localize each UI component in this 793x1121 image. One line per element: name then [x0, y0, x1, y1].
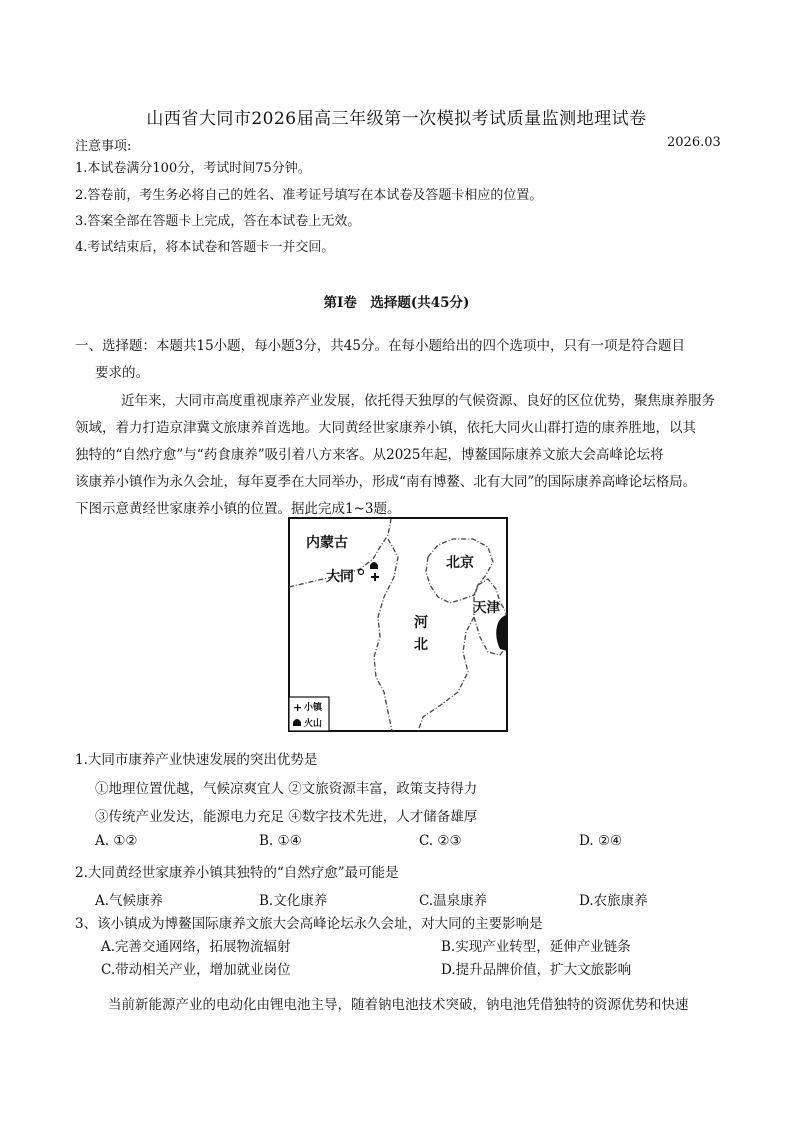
option-b[interactable]: B.文化康养 — [259, 893, 328, 909]
legend-town-label: 小镇 — [304, 703, 323, 713]
legend-town-icon: + — [293, 701, 303, 714]
passage-line: 该康养小镇作为永久会址，每年夏季在大同举办，形成“南有博鳌、北有大同”的国际康养高峰论坛格局。 — [75, 474, 697, 490]
option-c[interactable]: C. ②③ — [419, 833, 462, 849]
question-statement: ①地理位置优越，气候凉爽宜人 ②文旅资源丰富，政策支持得力 — [95, 781, 478, 797]
passage-line: 近年来，大同市高度重视康养产业发展，依托得天独厚的气候资源、良好的区位优势，聚焦康养服务 — [121, 393, 715, 409]
exam-date: 2026.03 — [667, 135, 721, 150]
notice-item: 1.本试卷满分100分，考试时间75分钟。 — [75, 161, 311, 176]
label-datong: 大同 — [326, 569, 354, 585]
label-hebei: 北 — [414, 637, 428, 653]
label-beijing: 北京 — [446, 555, 474, 571]
passage-line: 下图示意黄经世家康养小镇的位置。据此完成1~3题。 — [75, 501, 401, 517]
option-a[interactable]: A.完善交通网络，拓展物流辐射 — [101, 939, 291, 955]
section-title: 第Ⅰ卷 选择题(共45分) — [323, 295, 470, 311]
location-map — [288, 517, 508, 732]
question-statement: ③传统产业发达，能源电力充足 ④数字技术先进，人才储备雄厚 — [95, 809, 478, 825]
part-intro-cont: 要求的。 — [95, 365, 149, 381]
option-c[interactable]: C.带动相关产业，增加就业岗位 — [101, 962, 291, 978]
option-a[interactable]: A. ①② — [95, 833, 138, 849]
label-tianjin: 天津 — [473, 600, 500, 616]
option-c[interactable]: C.温泉康养 — [419, 893, 488, 909]
question-stem: 3、该小镇成为博鳌国际康养文旅大会高峰论坛永久会址，对大同的主要影响是 — [75, 916, 543, 932]
label-inner-mongolia: 内蒙古 — [306, 535, 348, 551]
notice-item: 2.答卷前，考生务必将自己的姓名、准考证号填写在本试卷及答题卡相应的位置。 — [75, 188, 543, 203]
exam-title: 山西省大同市2026届高三年级第一次模拟考试质量监测地理试卷 — [146, 109, 647, 129]
question-stem: 1.大同市康养产业快速发展的突出优势是 — [75, 752, 318, 768]
question-stem: 2.大同黄经世家康养小镇其独特的“自然疗愈”最可能是 — [75, 865, 399, 881]
option-a[interactable]: A.气候康养 — [95, 893, 164, 909]
option-d[interactable]: D.农旅康养 — [579, 893, 648, 909]
option-d[interactable]: D. ②④ — [579, 833, 623, 849]
notice-item: 4.考试结束后，将本试卷和答题卡一并交回。 — [75, 240, 335, 255]
passage-line: 领域，着力打造京津冀文旅康养首选地。大同黄经世家康养小镇，依托大同火山群打造的康养胜地，以其 — [75, 420, 696, 436]
passage-line: 独特的“自然疗愈”与“药食康养”吸引着八方来客。从2025年起，博鳌国际康养文旅大会高峰论坛将 — [75, 447, 664, 463]
notice-label: 注意事项: — [75, 139, 132, 154]
passage-line: 当前新能源产业的电动化由锂电池主导，随着钠电池技术突破，钠电池凭借独特的资源优势和快速 — [108, 997, 689, 1013]
part-intro: 一、选择题：本题共15小题，每小题3分，共45分。在每小题给出的四个选项中，只有一项是符合题目 — [75, 338, 685, 354]
label-hebei: 河 — [414, 615, 428, 631]
option-b[interactable]: B. ①④ — [259, 833, 302, 849]
option-b[interactable]: B.实现产业转型，延伸产业链条 — [441, 939, 631, 955]
notice-item: 3.答案全部在答题卡上完成，答在本试卷上无效。 — [75, 214, 361, 229]
datong-city-marker — [359, 570, 364, 575]
option-d[interactable]: D.提升品牌价值，扩大文旅影响 — [441, 962, 632, 978]
legend-volcano-label: 火山 — [304, 719, 323, 729]
